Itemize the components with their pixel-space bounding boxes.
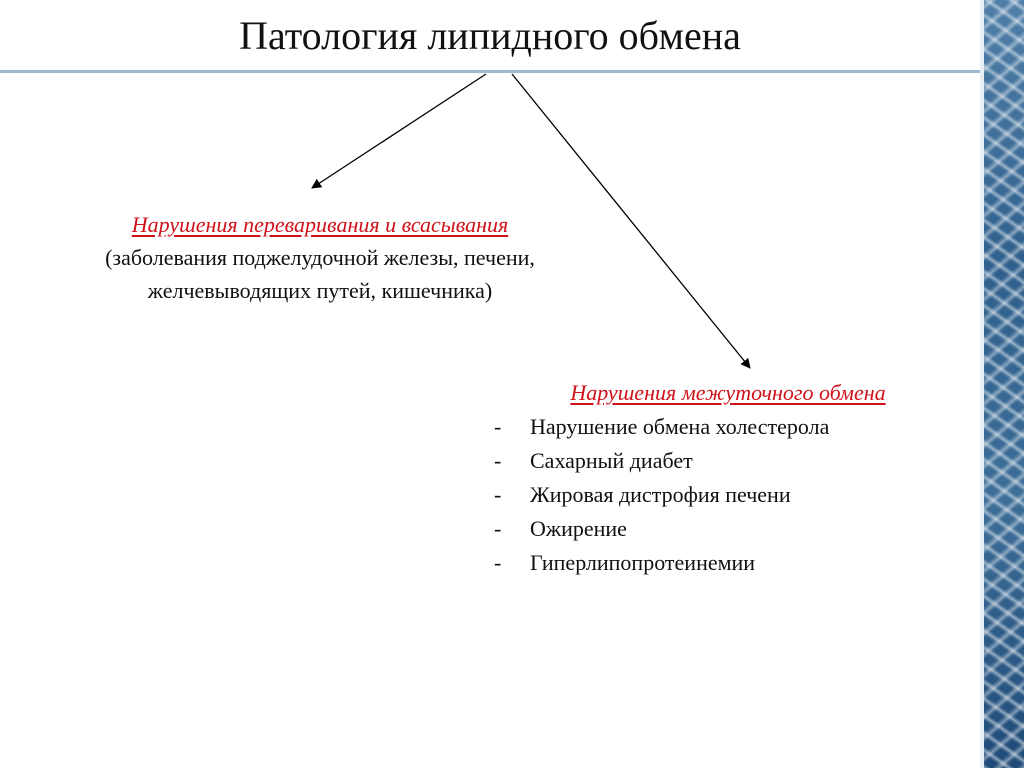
list-item (488, 546, 968, 580)
metabolism-disorders-block (488, 376, 968, 580)
list-item (488, 410, 968, 444)
arrow-to-digestion (312, 74, 486, 188)
list-dash: - (494, 516, 502, 541)
list-dash: - (494, 414, 502, 439)
metabolism-list (488, 410, 968, 580)
digestion-description-line2: желчевыводящих путей, кишечника) (147, 278, 493, 303)
digestion-heading: Нарушения переваривания и всасывания (131, 212, 509, 237)
list-dash: - (494, 448, 502, 473)
list-item-text: Сахарный диабет (530, 448, 693, 473)
list-dash: - (494, 482, 502, 507)
list-item (488, 512, 968, 546)
list-item-text: Нарушение обмена холестерола (530, 414, 830, 439)
list-item-text: Жировая дистрофия печени (530, 482, 791, 507)
list-item-text: Гиперлипопротеинемии (530, 550, 756, 575)
list-dash: - (494, 550, 502, 575)
digestion-description-line1: (заболевания поджелудочной железы, печени, (105, 245, 535, 270)
list-item-text: Ожирение (530, 516, 627, 541)
list-item (488, 444, 968, 478)
list-item (488, 478, 968, 512)
frost-decoration-strip (984, 0, 1024, 768)
metabolism-heading: Нарушения межуточного обмена (570, 380, 886, 405)
digestion-disorders-block (30, 208, 610, 307)
slide-title: Патология липидного обмена (239, 13, 741, 58)
